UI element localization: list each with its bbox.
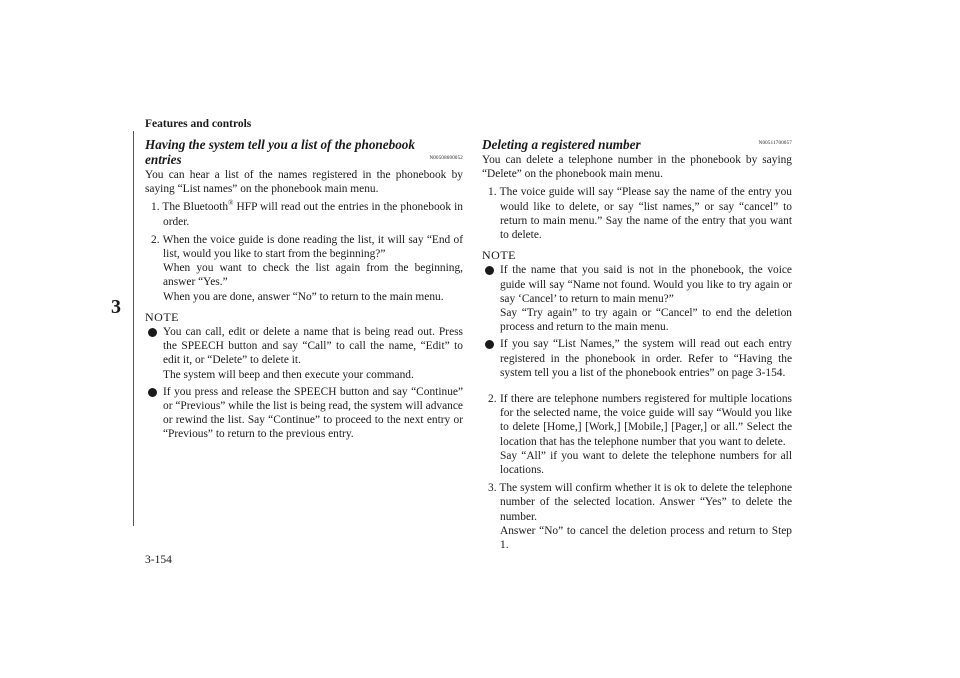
bullet-icon xyxy=(148,388,157,397)
step-text: The Bluetooth® HFP will read out the entries in the phonebook in order. xyxy=(162,199,463,228)
note-text: If you press and release the SPEECH button and say “Continue” or “Previous” while the list is being read, the system will advance or rewind the list. Say “Continue” to proceed to the next entry or “Previous” to return to the previous entry. xyxy=(163,385,463,441)
step-3 xyxy=(482,481,792,552)
section-code: N00511700057 xyxy=(758,141,792,146)
note-text: If you say “List Names,” the system will read out each entry registered in the phonebook in order. Refer to “Having the system tell you a list of the phonebook entries” on page 3-154. xyxy=(500,338,792,379)
bullet-icon xyxy=(485,266,494,275)
note-label: NOTE xyxy=(145,309,179,324)
chapter-divider-line xyxy=(133,131,134,526)
page-number: 3-154 xyxy=(145,554,172,566)
step-number: 1. xyxy=(488,186,497,199)
step-1 xyxy=(145,200,463,228)
note-text: The system will beep and then execute your command. xyxy=(163,368,414,381)
intro-paragraph: You can delete a telephone number in the phonebook by saying “Delete” on the phonebook main menu. xyxy=(482,154,792,181)
step-number: 3. xyxy=(488,482,497,495)
step-1 xyxy=(482,185,792,242)
note-text: If the name that you said is not in the phonebook, the voice guide will say “Name not found. Would you like to try again or say ‘Cancel’ to return to main menu?” xyxy=(500,264,792,305)
section-title-text: Having the system tell you a list of the phonebook entries xyxy=(145,137,415,167)
step-text: The voice guide will say “Please say the name of the entry you would like to delete, or say “list names,” or say “cancel” to return to main menu.” Say the name of the entry that you want to delete. xyxy=(499,186,792,242)
step-text: When the voice guide is done reading the list, it will say “End of list, would you like to start from the beginning?” xyxy=(162,233,463,261)
bullet-icon xyxy=(485,340,494,349)
section-title xyxy=(145,137,463,167)
step-text: Say “All” if you want to delete the telephone numbers for all locations. xyxy=(500,449,792,477)
step-2 xyxy=(482,392,792,477)
intro-paragraph: You can hear a list of the names registered in the phonebook by saying “List names” on the phonebook main menu. xyxy=(145,169,463,196)
step-text: If there are telephone numbers registered for multiple locations for the selected name, the voice guide will say “Would you like to delete [Home,] [Work,] [Mobile,] [Pager,] or all.” Select the location that has the telephone number that you want to delete. xyxy=(499,393,792,448)
step-number: 1. xyxy=(151,201,160,214)
step-text: When you want to check the list again from the beginning, answer “Yes.” xyxy=(163,262,463,289)
note-text: Say “Try again” to try again or “Cancel” to end the deletion process and return to the main menu. xyxy=(500,307,792,334)
note-bullet xyxy=(145,385,463,442)
step-number: 2. xyxy=(488,393,497,406)
note-bullet xyxy=(482,337,792,380)
step-number: 2. xyxy=(151,233,160,246)
step-text: Answer “No” to cancel the deletion process and return to Step 1. xyxy=(500,524,792,552)
note-text: You can call, edit or delete a name that is being read out. Press the SPEECH button and say “Call” to call the name, “Edit” to edit it, or “Delete” to delete it. xyxy=(163,326,463,367)
step-text: The system will confirm whether it is ok to delete the telephone number of the selected location. Answer “Yes” to delete the number. xyxy=(499,482,792,523)
left-column xyxy=(145,137,463,445)
step-text: When you are done, answer “No” to return to the main menu. xyxy=(163,290,444,303)
bullet-icon xyxy=(148,328,157,337)
section-title-text: Deleting a registered number xyxy=(482,137,641,152)
section-code: N00508600052 xyxy=(429,156,463,161)
step-2 xyxy=(145,233,463,304)
chapter-number: 3 xyxy=(111,296,121,318)
note-label: NOTE xyxy=(482,248,516,263)
registered-mark: ® xyxy=(228,199,234,208)
note-bullet xyxy=(145,325,463,382)
running-header: Features and controls xyxy=(145,118,252,130)
right-column xyxy=(482,137,792,552)
note-bullet xyxy=(482,263,792,334)
section-title xyxy=(482,137,792,152)
